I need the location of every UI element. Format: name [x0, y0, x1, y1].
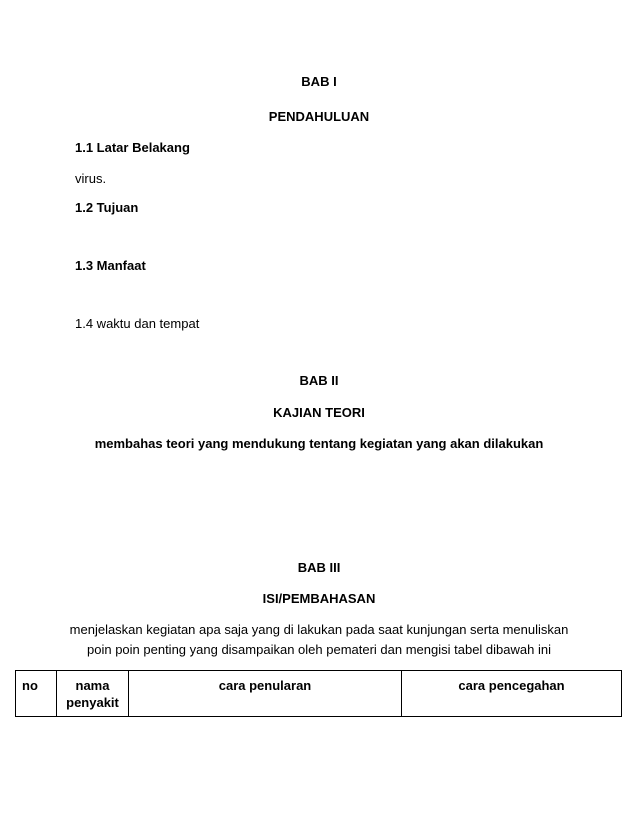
section-tujuan-heading: 1.2 Tujuan [75, 200, 139, 215]
section-latar-belakang-text: virus. [75, 171, 107, 186]
table-header-cara-penularan: cara penularan [129, 671, 402, 717]
bab2-title: BAB II [299, 373, 339, 388]
table-header-no: no [16, 671, 57, 717]
section-waktu-tempat-heading: 1.4 waktu dan tempat [75, 316, 200, 331]
table-header-nama-penyakit: nama penyakit [57, 671, 129, 717]
section-manfaat-heading: 1.3 Manfaat [75, 258, 146, 273]
table-header-row [16, 671, 622, 717]
bab2-subtitle: KAJIAN TEORI [273, 405, 365, 420]
bab3-subtitle: ISI/PEMBAHASAN [262, 591, 376, 606]
bab2-description: membahas teori yang mendukung tentang kegiatan yang akan dilakukan [94, 436, 544, 451]
bab1-subtitle: PENDAHULUAN [268, 109, 370, 124]
bab3-paragraph: menjelaskan kegiatan apa saja yang di lakukan pada saat kunjungan serta menuliskan poin poin penting yang disampaikan oleh pemateri dan mengisi tabel dibawah ini [69, 622, 569, 657]
bab3-title: BAB III [297, 560, 341, 575]
bab1-title: BAB I [301, 74, 337, 89]
disease-table [15, 670, 622, 717]
section-latar-belakang-heading: 1.1 Latar Belakang [75, 140, 190, 155]
table-header-cara-pencegahan: cara pencegahan [402, 671, 622, 717]
